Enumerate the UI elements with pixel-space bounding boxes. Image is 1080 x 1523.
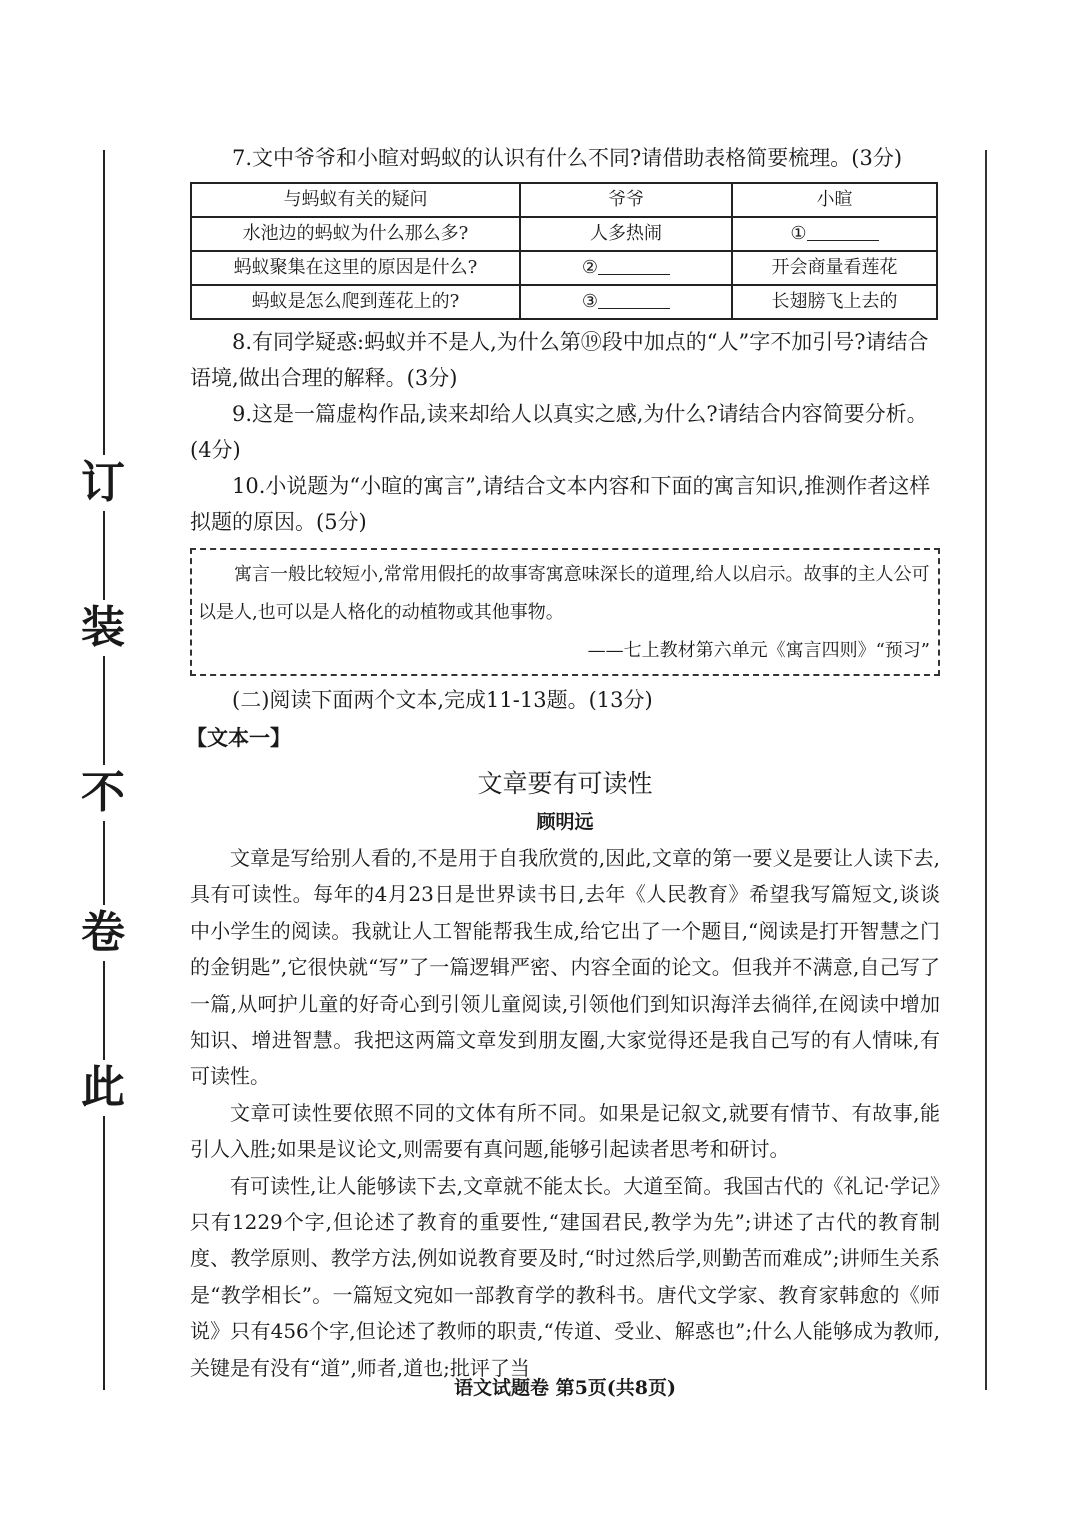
answer-blank-cell[interactable] [520, 251, 732, 285]
table-row [191, 217, 937, 251]
blank-marker: ② [581, 257, 599, 278]
article-paragraph: 文章是写给别人看的,不是用于自我欣赏的,因此,文章的第一要义是要让人读下去,具有可读性。每年的4月23日是世界读书日,去年《人民教育》希望我写篇短文,谈谈中小学生的阅读。我就让人工智能帮我生成,给它出了一个题目,“阅读是打开智慧之门的金钥匙”,它很快就“写”了一篇逻辑严密、内容全面的论文。但我并不满意,自己写了一篇,从呵护儿童的好奇心到引领儿童阅读,引领他们到知识海洋去徜徉,在阅读中增加知识、增进智慧。我把这两篇文章发到朋友圈,大家觉得还是我自己写的有人情味,有可读性。 [190, 846, 940, 1089]
table-cell-question: 水池边的蚂蚁为什么那么多? [191, 217, 520, 251]
page-footer: 语文试题卷 第5页(共8页) [453, 1377, 677, 1399]
table-cell-question: 蚂蚁聚集在这里的原因是什么? [191, 251, 520, 285]
answer-blank-line [598, 288, 670, 309]
answer-blank-line [598, 254, 670, 275]
table-cell-xiaoxuan: 长翅膀飞上去的 [732, 285, 937, 319]
article-paragraph: 有可读性,让人能够读下去,文章就不能太长。大道至简。我国古代的《礼记·学记》只有1229个字,但论述了教育的重要性,“建国君民,教学为先”;讲述了古代的教育制度、教学原则、教学方法,例如说教育要及时,“时过然后学,则勤苦而难成”;讲师生关系是“教学相长”。一篇短文宛如一部教育学的教科书。唐代文学家、教育家韩愈的《师说》只有456个字,但论述了教师的职责,“传道、受业、解惑也”;什么人能够成为教师,关键是有没有“道”,师者,道也;批评了当 [190, 1173, 940, 1380]
table-row [191, 251, 937, 285]
text-1-label: 【文本一】 [186, 725, 291, 750]
table-header-grandpa: 爷爷 [520, 183, 732, 217]
table-cell-grandpa: 人多热闹 [520, 217, 732, 251]
binding-char-bu: 不 [78, 765, 128, 821]
answer-blank-cell[interactable] [732, 217, 937, 251]
blank-marker: ① [790, 223, 807, 244]
answer-blank-cell[interactable] [520, 285, 732, 319]
article-title: 文章要有可读性 [477, 769, 653, 798]
binding-char-ding: 订 [78, 455, 128, 511]
fable-knowledge-source: ——七上教材第六单元《寓言四则》“预习” [587, 640, 930, 661]
question-8: 8.有同学疑惑:蚂蚁并不是人,为什么第⑲段中加点的“人”字不加引号?请结合语境,做出合理的解释。(3分) [190, 330, 929, 390]
question-9: 9.这是一篇虚构作品,读来却给人以真实之感,为什么?请结合内容简要分析。(4分) [190, 402, 928, 462]
binding-char-juan: 卷 [78, 905, 128, 961]
blank-marker: ③ [581, 291, 599, 312]
right-margin-rule [985, 150, 987, 1390]
binding-char-zhuang: 装 [78, 600, 128, 656]
section-2-heading: (二)阅读下面两个文本,完成11-13题。(13分) [232, 688, 653, 712]
table-cell-question: 蚂蚁是怎么爬到莲花上的? [191, 285, 520, 319]
question-7: 7.文中爷爷和小暄对蚂蚁的认识有什么不同?请借助表格简要梳理。(3分) [232, 146, 903, 170]
table-header-row [191, 183, 937, 217]
article-author: 顾明远 [536, 811, 594, 833]
exam-page-content [186, 140, 940, 1386]
question-10: 10.小说题为“小暄的寓言”,请结合文本内容和下面的寓言知识,推测作者这样拟题的原因。(5分) [190, 474, 931, 534]
answer-blank-line [807, 220, 879, 241]
fable-knowledge-box [190, 548, 940, 676]
table-row [191, 285, 937, 319]
table-header-xiaoxuan: 小暄 [732, 183, 937, 217]
article-paragraph: 文章可读性要依照不同的文体有所不同。如果是记叙文,就要有情节、有故事,能引人入胜;如果是议论文,则需要有真问题,能够引起读者思考和研讨。 [190, 1100, 940, 1162]
fable-knowledge-text: 寓言一般比较短小,常常用假托的故事寄寓意味深长的道理,给人以启示。故事的主人公可以是人,也可以是人格化的动植物或其他事物。 [198, 564, 930, 623]
question-7-table [190, 182, 938, 320]
table-header-question: 与蚂蚁有关的疑问 [191, 183, 520, 217]
table-cell-xiaoxuan: 开会商量看莲花 [732, 251, 937, 285]
binding-char-ci: 此 [78, 1060, 128, 1116]
